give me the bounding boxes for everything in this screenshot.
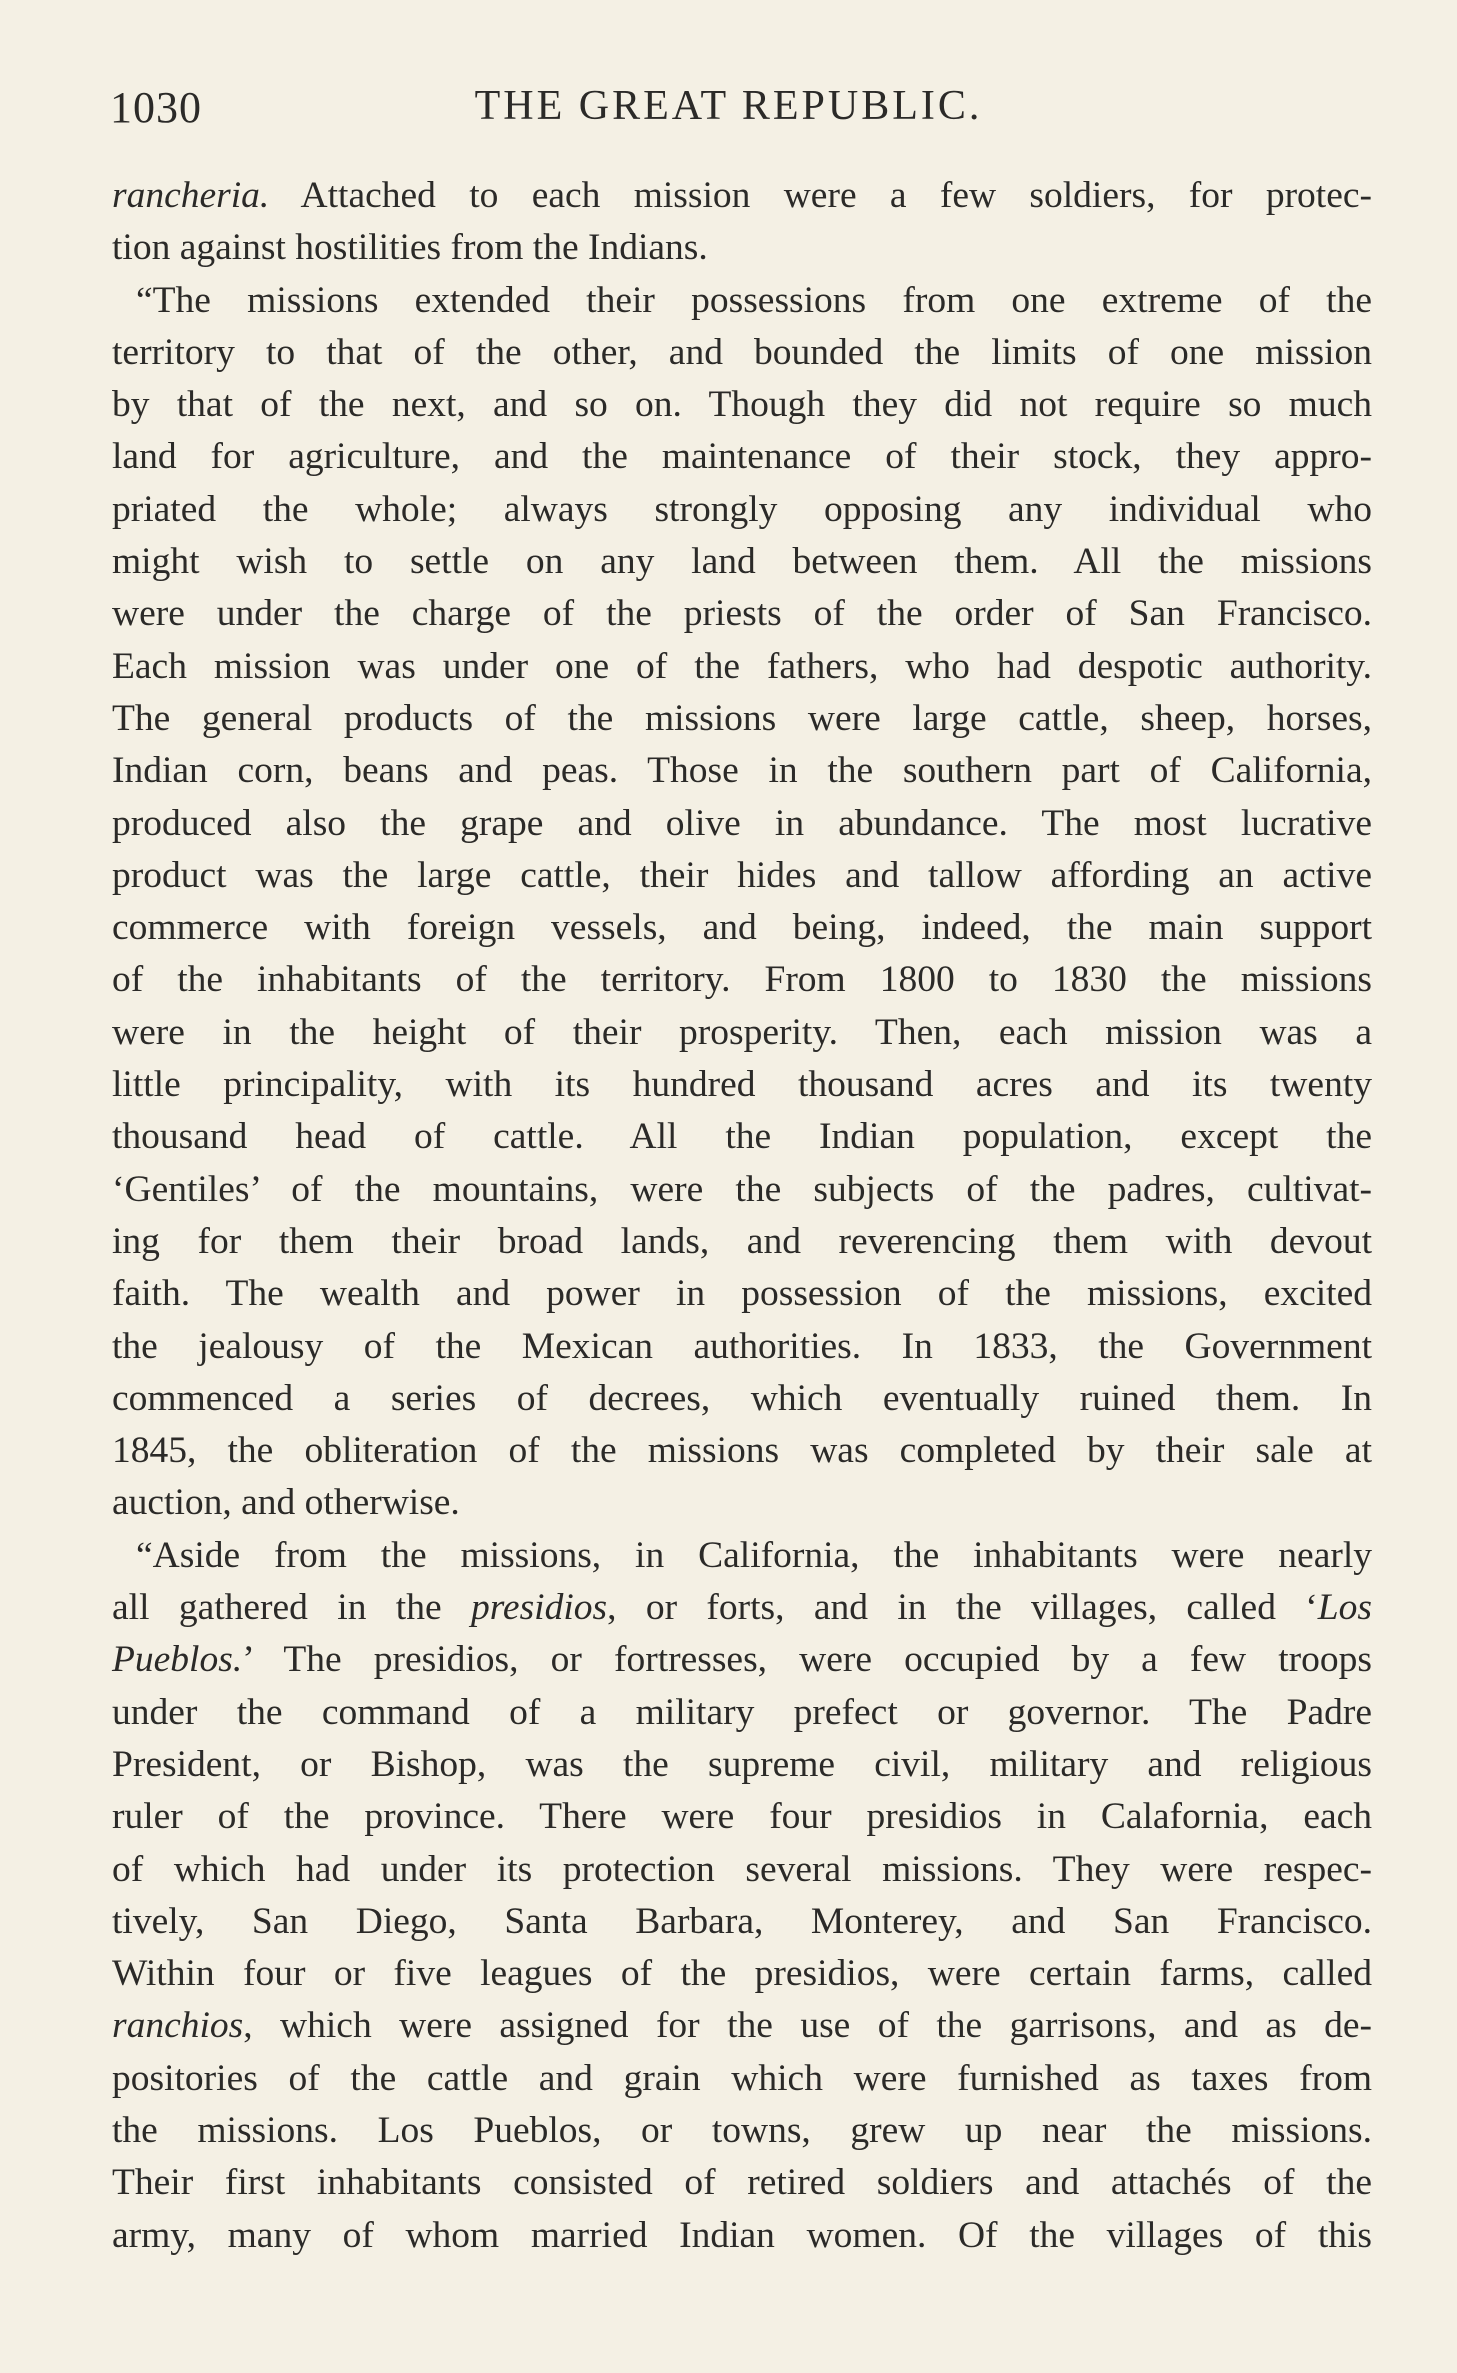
text-segment: all gathered in the xyxy=(112,1587,471,1629)
text-segment: , or forts, and in the villages, called ‘ xyxy=(607,1587,1318,1629)
text-segment: thousand head of cattle. All the Indian population, except the xyxy=(112,1116,1372,1158)
text-segment: land for agriculture, and the maintenance of their stock, they appro- xyxy=(112,436,1372,478)
text-line xyxy=(112,170,1372,222)
text-line xyxy=(112,1216,1372,1268)
text-segment: tively, San Diego, Santa Barbara, Monterey, and San Francisco. xyxy=(112,1900,1372,1942)
text-segment: faith. The wealth and power in possession of the missions, excited xyxy=(112,1273,1372,1315)
text-line xyxy=(112,588,1372,640)
text-segment: Indian corn, beans and peas. Those in the southern part of California, xyxy=(112,750,1372,792)
italic-text: ranchios xyxy=(112,2005,244,2047)
text-line xyxy=(112,1268,1372,1320)
text-line xyxy=(112,1791,1372,1843)
text-segment: commenced a series of decrees, which eventually ruined them. In xyxy=(112,1377,1372,1419)
text-line xyxy=(112,1164,1372,1216)
text-line xyxy=(112,1582,1372,1634)
text-line xyxy=(112,1634,1372,1686)
text-segment: ing for them their broad lands, and reverencing them with devout xyxy=(112,1220,1372,1262)
text-segment: little principality, with its hundred thousand acres and its twenty xyxy=(112,1064,1372,1106)
text-line xyxy=(112,1948,1372,2000)
text-line xyxy=(112,275,1372,327)
page-header xyxy=(110,82,1347,138)
text-segment: the jealousy of the Mexican authorities. In 1833, the Government xyxy=(112,1325,1372,1367)
italic-text: Pueblos. xyxy=(112,1639,243,1681)
text-segment: army, many of whom married Indian women. Of the villages of this xyxy=(112,2214,1372,2256)
text-segment: were in the height of their prosperity. Then, each mission was a xyxy=(112,1011,1372,1053)
text-line xyxy=(112,2105,1372,2157)
text-segment: Each mission was under one of the fathers, who had despotic authority. xyxy=(112,645,1372,687)
text-segment: President, or Bishop, was the supreme civil, military and religious xyxy=(112,1743,1372,1785)
text-line xyxy=(112,798,1372,850)
text-segment: of which had under its protection several missions. They were respec- xyxy=(112,1848,1372,1890)
text-segment: ‘Gentiles’ of the mountains, were the subjects of the padres, cultivat- xyxy=(112,1168,1372,1210)
text-segment: under the command of a military prefect or governor. The Padre xyxy=(112,1691,1372,1733)
body-text xyxy=(112,170,1372,2262)
text-line xyxy=(112,1844,1372,1896)
text-line xyxy=(112,2157,1372,2209)
text-line xyxy=(112,1687,1372,1739)
text-line xyxy=(112,1007,1372,1059)
text-line xyxy=(112,641,1372,693)
text-line xyxy=(112,2000,1372,2052)
text-segment: of the inhabitants of the territory. From 1800 to 1830 the missions xyxy=(112,959,1372,1001)
text-line xyxy=(112,536,1372,588)
text-line xyxy=(112,2053,1372,2105)
text-segment: the missions. Los Pueblos, or towns, grew up near the missions. xyxy=(112,2109,1372,2151)
text-segment: by that of the next, and so on. Though they did not require so much xyxy=(112,384,1372,426)
text-segment: Attached to each mission were a few soldiers, for protec- xyxy=(269,175,1372,216)
text-segment: tion against hostilities from the Indians. xyxy=(112,227,708,269)
text-line xyxy=(112,2210,1372,2262)
text-line xyxy=(112,954,1372,1006)
italic-text: presidios xyxy=(470,1587,608,1629)
text-line xyxy=(112,1059,1372,1111)
text-line xyxy=(112,1896,1372,1948)
text-segment: “Aside from the missions, in California, the inhabitants were nearly xyxy=(136,1534,1372,1576)
text-line xyxy=(112,1373,1372,1425)
text-line xyxy=(112,693,1372,745)
page-number: 1030 xyxy=(110,83,202,132)
text-segment: might wish to settle on any land between them. All the missions xyxy=(112,541,1372,583)
text-segment: auction, and otherwise. xyxy=(112,1482,460,1524)
italic-text: rancheria. xyxy=(112,175,270,216)
text-line xyxy=(112,1477,1372,1529)
text-segment: Their first inhabitants consisted of retired soldiers and attachés of the xyxy=(112,2162,1372,2204)
text-line xyxy=(112,850,1372,902)
text-segment: produced also the grape and olive in abundance. The most lucrative xyxy=(112,802,1372,844)
text-line xyxy=(112,1739,1372,1791)
text-segment: 1845, the obliteration of the missions was completed by their sale at xyxy=(112,1430,1372,1472)
text-segment: territory to that of the other, and bounded the limits of one mission xyxy=(112,331,1372,373)
text-line xyxy=(112,1111,1372,1163)
text-segment: ruler of the province. There were four presidios in Calafornia, each xyxy=(112,1796,1372,1838)
text-line xyxy=(112,379,1372,431)
text-line xyxy=(112,431,1372,483)
text-segment: were under the charge of the priests of the order of San Francisco. xyxy=(112,593,1372,635)
text-segment: priated the whole; always strongly opposing any individual who xyxy=(112,488,1372,530)
text-segment: commerce with foreign vessels, and being, indeed, the main support xyxy=(112,907,1372,949)
italic-text: Los xyxy=(1317,1587,1372,1629)
text-line xyxy=(112,327,1372,379)
text-line xyxy=(112,902,1372,954)
text-segment: product was the large cattle, their hides and tallow affording an active xyxy=(112,854,1372,896)
text-segment: , which were assigned for the use of the garrisons, and as de- xyxy=(243,2005,1372,2047)
text-segment: “The missions extended their possessions from one extreme of the xyxy=(136,279,1372,321)
text-line xyxy=(112,1425,1372,1477)
text-segment: ’ The presidios, or fortresses, were occupied by a few troops xyxy=(242,1639,1372,1681)
text-segment: Within four or five leagues of the presidios, were certain farms, called xyxy=(112,1953,1372,1995)
text-line xyxy=(112,484,1372,536)
running-title: THE GREAT REPUBLIC. xyxy=(474,83,983,129)
text-segment: The general products of the missions were large cattle, sheep, horses, xyxy=(112,697,1372,739)
text-line xyxy=(112,222,1372,274)
text-segment: positories of the cattle and grain which were furnished as taxes from xyxy=(112,2057,1372,2099)
text-line xyxy=(112,1530,1372,1582)
text-line xyxy=(112,745,1372,797)
text-line xyxy=(112,1321,1372,1373)
